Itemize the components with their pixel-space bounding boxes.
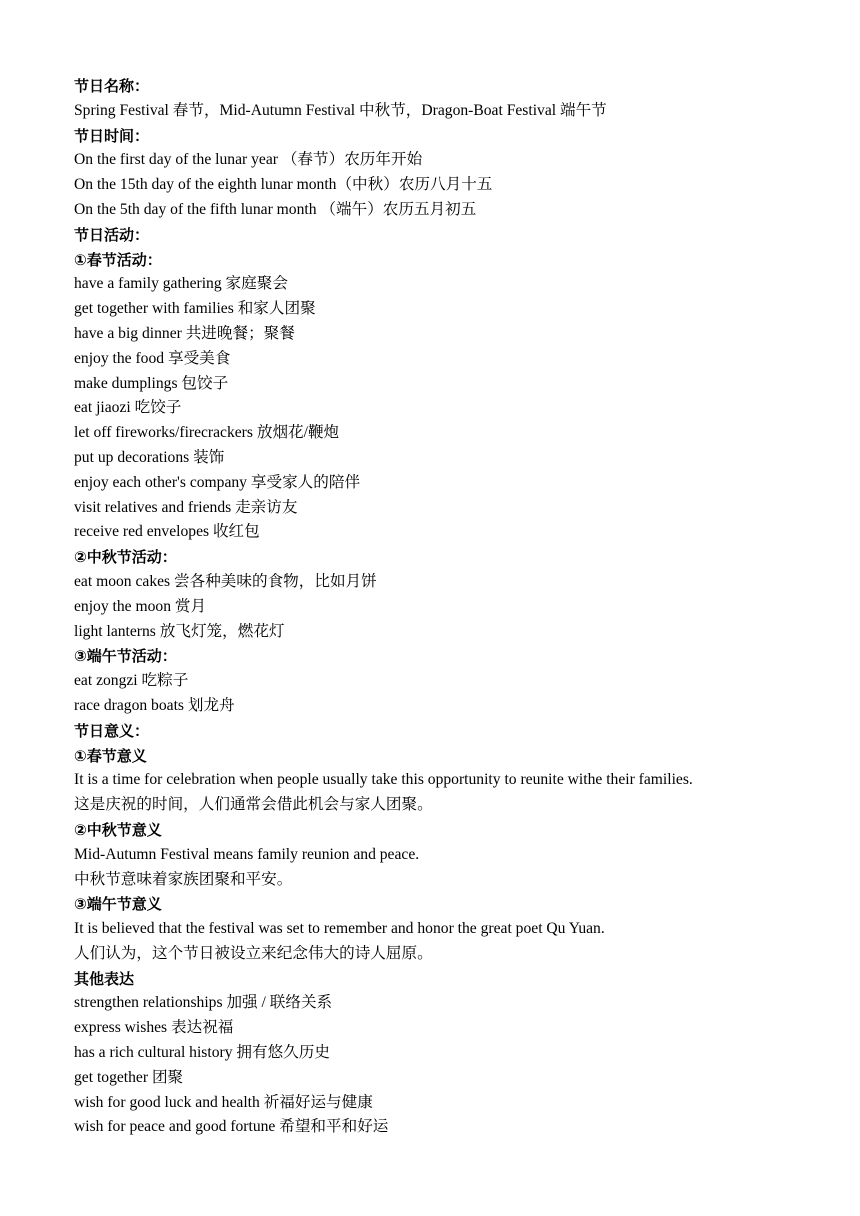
text-line: express wishes 表达祝福 <box>74 1019 234 1037</box>
section-heading: ①春节意义 <box>74 746 147 765</box>
text-line: enjoy the food 享受美食 <box>74 349 231 367</box>
text-line: Spring Festival 春节，Mid-Autumn Festival 中秋节，Dragon-Boat Festival 端午节 <box>74 101 607 119</box>
section-heading: ①春节活动： <box>74 250 162 269</box>
text-line: Mid-Autumn Festival means family reunion and peace. <box>74 845 420 863</box>
text-line: It is a time for celebration when people usually take this opportunity to reunite withe their families. <box>74 771 693 789</box>
text-line: put up decorations 装饰 <box>74 448 225 466</box>
section-heading: ②中秋节活动： <box>74 548 177 567</box>
text-line: light lanterns 放飞灯笼，燃花灯 <box>74 622 285 640</box>
text-line: 人们认为，这个节日被设立来纪念伟大的诗人屈原。 <box>74 944 433 962</box>
text-line: let off fireworks/firecrackers 放烟花/鞭炮 <box>74 424 340 442</box>
section-heading: 节日活动： <box>74 225 150 244</box>
text-line: have a big dinner 共进晚餐；聚餐 <box>74 324 295 342</box>
text-line: race dragon boats 划龙舟 <box>74 696 235 714</box>
text-line: strengthen relationships 加强 / 联络关系 <box>74 994 333 1012</box>
text-line: It is believed that the festival was set to remember and honor the great poet Qu Yuan. <box>74 920 605 938</box>
document-body <box>74 74 834 1140</box>
text-line: eat moon cakes 尝各种美味的食物，比如月饼 <box>74 572 377 590</box>
text-line: On the 15th day of the eighth lunar month（中秋）农历八月十五 <box>74 176 493 194</box>
text-line: wish for good luck and health 祈福好运与健康 <box>74 1093 373 1111</box>
text-line: enjoy each other's company 享受家人的陪伴 <box>74 473 361 491</box>
text-line: eat zongzi 吃粽子 <box>74 672 189 690</box>
section-heading: 节日名称： <box>74 77 150 95</box>
text-line: On the first day of the lunar year （春节）农历年开始 <box>74 151 423 169</box>
section-heading: 节日意义： <box>74 721 150 740</box>
text-line: has a rich cultural history 拥有悠久历史 <box>74 1044 330 1062</box>
text-line: get together with families 和家人团聚 <box>74 300 316 318</box>
text-line: eat jiaozi 吃饺子 <box>74 399 182 417</box>
text-line: 这是庆祝的时间，人们通常会借此机会与家人团聚。 <box>74 796 433 814</box>
section-heading: ③端午节意义 <box>74 895 162 914</box>
section-heading: 节日时间： <box>74 126 150 145</box>
text-line: receive red envelopes 收红包 <box>74 523 260 541</box>
text-line: make dumplings 包饺子 <box>74 374 229 392</box>
text-line: get together 团聚 <box>74 1068 184 1086</box>
text-line: wish for peace and good fortune 希望和平和好运 <box>74 1118 389 1136</box>
text-line: visit relatives and friends 走亲访友 <box>74 498 298 516</box>
section-heading: 其他表达 <box>74 969 135 988</box>
section-heading: ②中秋节意义 <box>74 820 162 839</box>
text-line: On the 5th day of the fifth lunar month （端午）农历五月初五 <box>74 200 477 218</box>
text-line: enjoy the moon 赏月 <box>74 597 207 615</box>
section-heading: ③端午节活动： <box>74 647 177 666</box>
text-line: have a family gathering 家庭聚会 <box>74 275 288 293</box>
text-line: 中秋节意味着家族团聚和平安。 <box>74 870 293 888</box>
